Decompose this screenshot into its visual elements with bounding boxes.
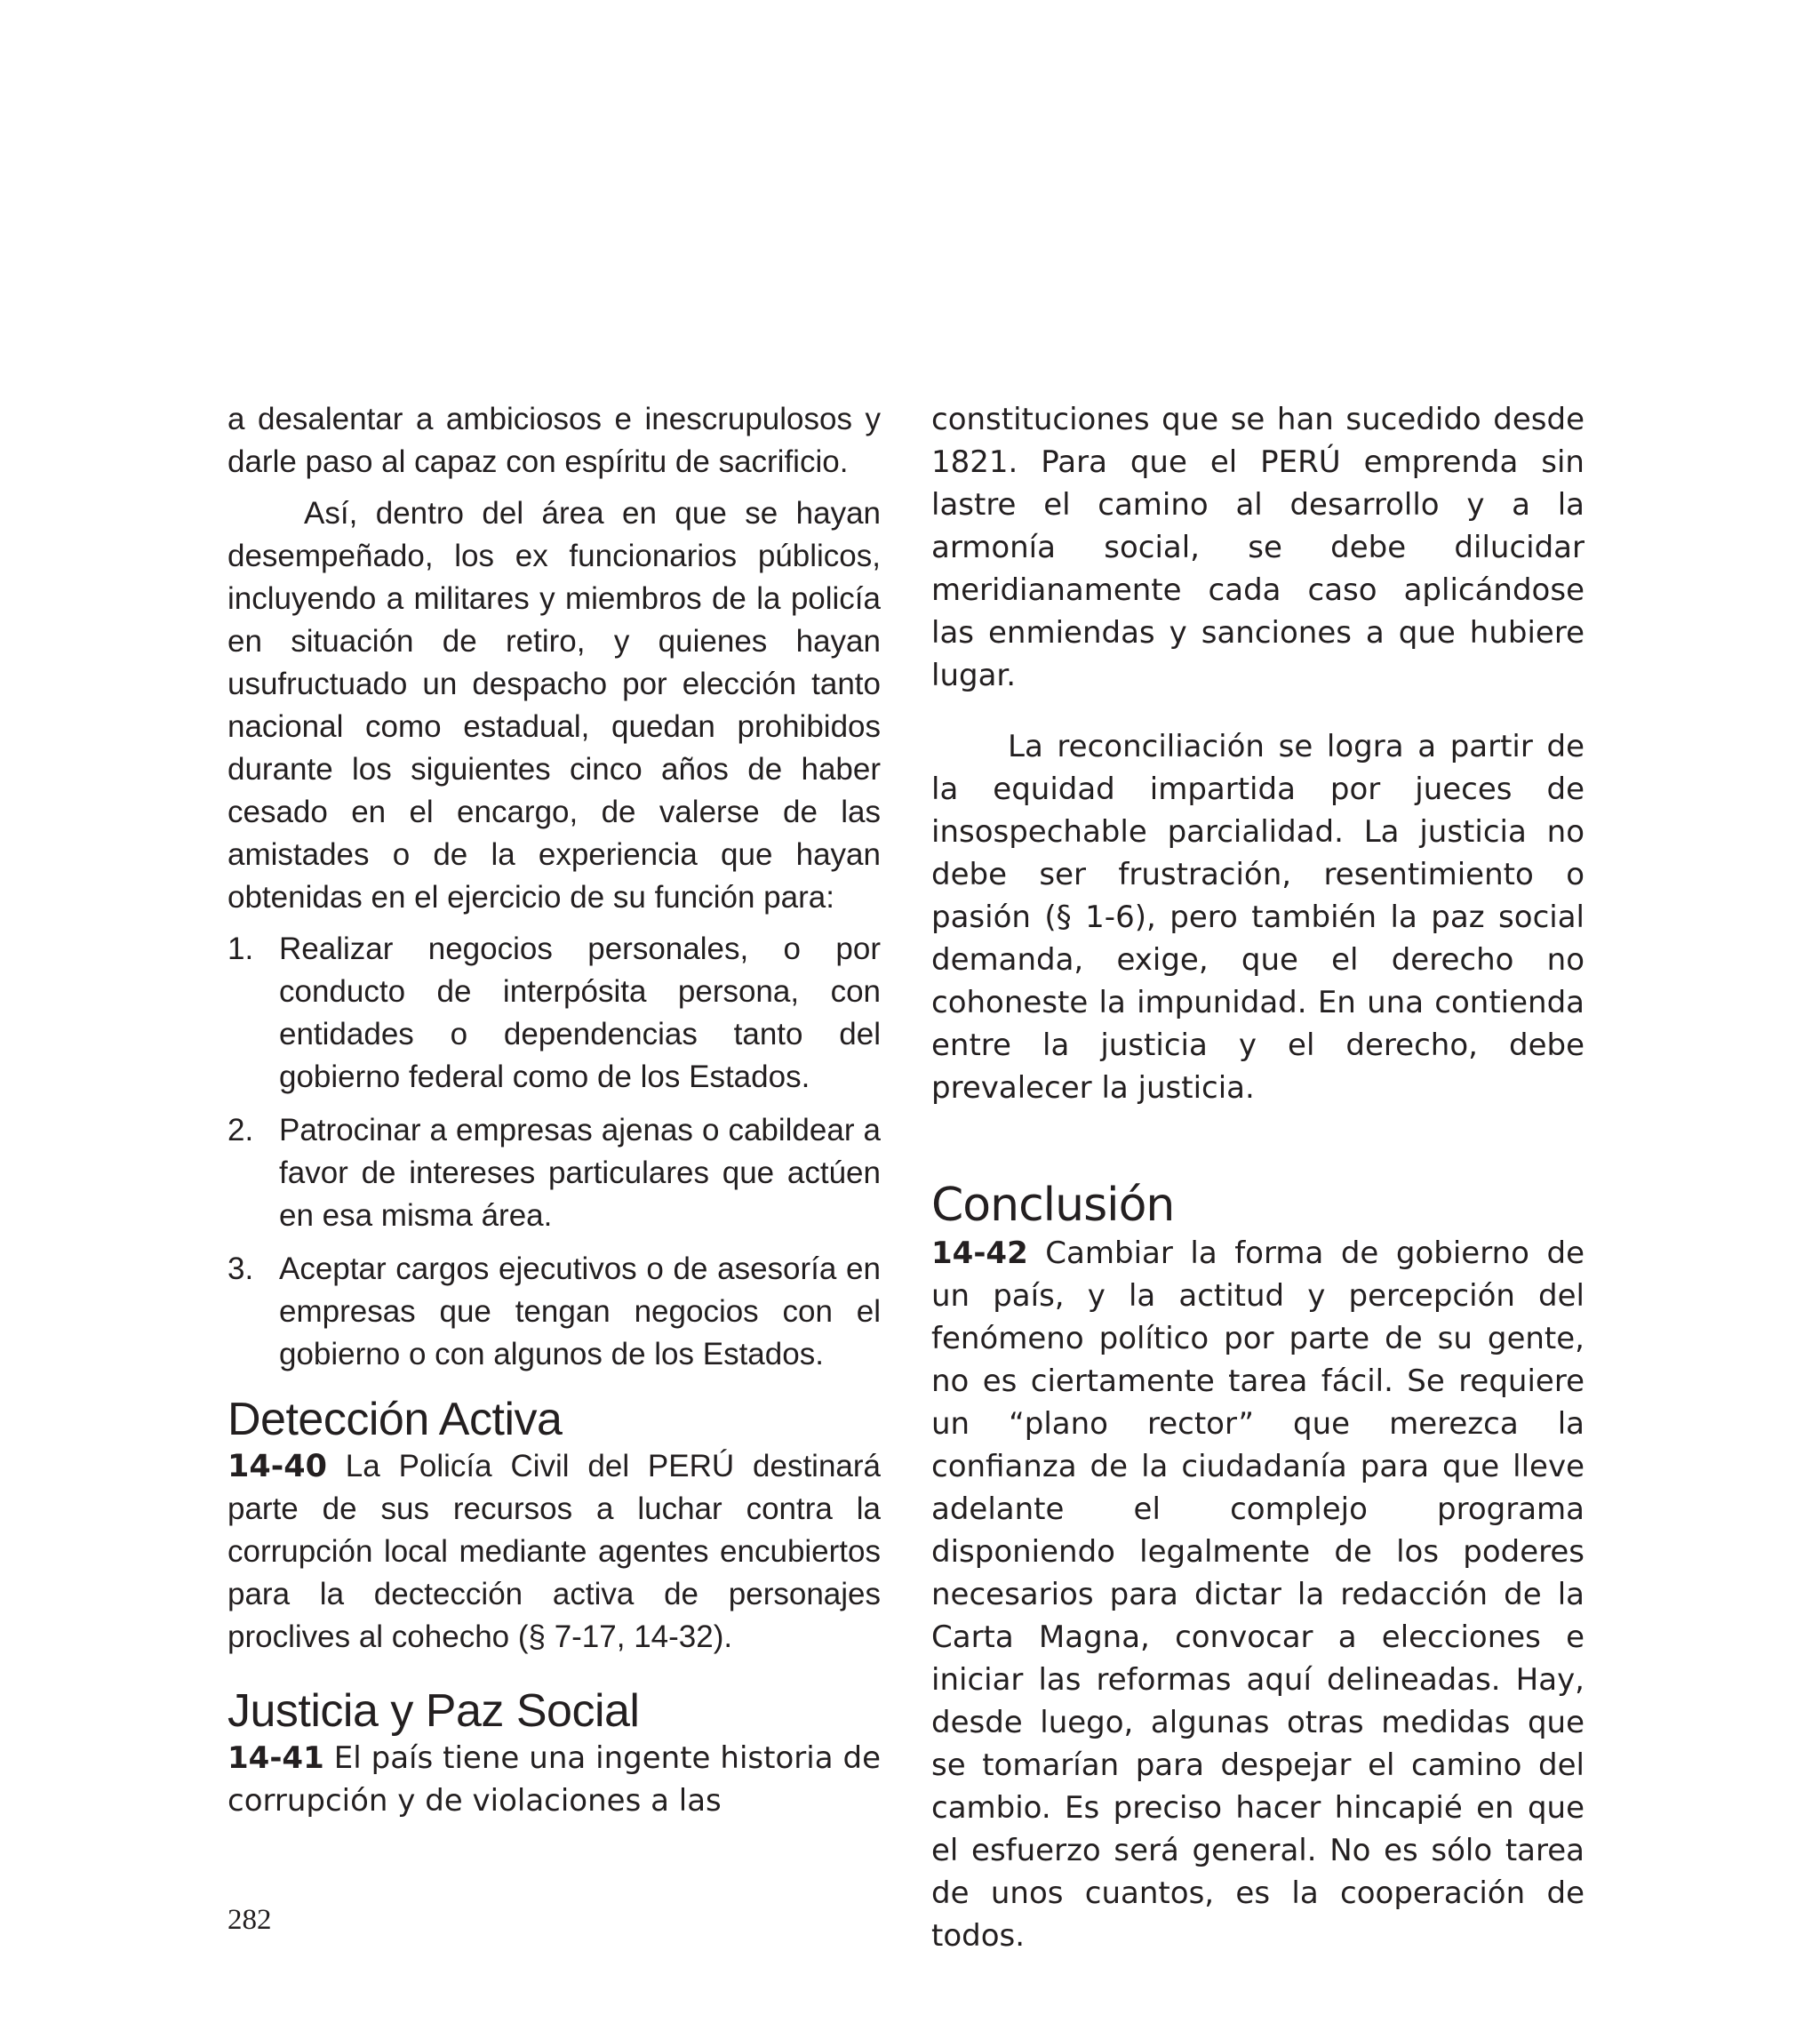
section-paragraph [228, 1737, 881, 1822]
list-number: 1. [228, 932, 254, 966]
right-column [931, 398, 1585, 1957]
list-text: Aceptar cargos ejecutivos o de asesoría en empresas que tengan negocios con el gobierno o con algunos de los Estados. [279, 1251, 881, 1371]
list-item [228, 928, 881, 1099]
section-text: La Policía Civil del PERÚ destinará parte de sus recursos a luchar contra la corrupción local mediante agentes encubiertos para la dectección activa de personajes proclives al cohecho (§ 7-17, 14-32). [228, 1449, 881, 1654]
section-heading: Detección Activa [228, 1394, 563, 1445]
list-text: Patrocinar a empresas ajenas o cabildear a favor de intereses particulares que actúen en esa misma área. [279, 1113, 881, 1233]
paragraph: Así, dentro del área en que se hayan desempeñado, los ex funcionarios públicos, incluyendo a militares y miembros de la policía en situación de retiro, y quienes hayan usufructuado un despacho por elección tanto nacional como estadual, quedan prohibidos durante los siguientes cinco años de haber cesado en el encargo, de valerse de las amistades o de la experiencia que hayan obtenidas en el ejercicio de su función para: [228, 496, 881, 915]
section-heading: Justicia y Paz Social [228, 1685, 640, 1737]
left-column [228, 398, 881, 1822]
list-number: 3. [228, 1251, 254, 1286]
section-number: 14-42 [931, 1235, 1028, 1271]
prohibitions-list [228, 928, 881, 1376]
list-number: 2. [228, 1113, 254, 1147]
section-text: El país tiene una ingente historia de corrupción y de violaciones a las [228, 1740, 881, 1819]
list-item [228, 1109, 881, 1237]
section-heading: Conclusión [931, 1179, 1175, 1232]
paragraph: La reconciliación se logra a partir de la equidad impartida por jueces de insospechable parcialidad. La justicia no debe ser frustración, resentimiento o pasión (§ 1-6), pero también la paz social demanda, exige, que el derecho no cohoneste la impunidad. En una contienda entre la justicia y el derecho, debe prevalecer la justicia. [931, 729, 1585, 1106]
page-number: 282 [228, 1904, 272, 1936]
list-text: Realizar negocios personales, o por conducto de interpósita persona, con entidades o dependencias tanto del gobierno federal como de los Estados. [279, 932, 881, 1094]
section-number: 14-40 [228, 1449, 327, 1484]
section-paragraph [931, 1232, 1585, 1957]
section-text: Cambiar la forma de gobierno de un país, y la actitud y percepción del fenómeno político por parte de su gente, no es ciertamente tarea fácil. Se requiere un “plano rector” que merezca la confianza de la ciudadanía para que lleve adelante el complejo programa disponiendo legalmente de los poderes necesarios para dictar la redacción de la Carta Magna, convocar a elecciones e iniciar las reformas aquí delineadas. Hay, desde luego, algunas otras medidas que se tomarían para despejar el camino del cambio. Es preciso hacer hincapié en que el esfuerzo será general. No es sólo tarea de unos cuantos, es la cooperación de todos. [931, 1235, 1585, 1954]
list-item [228, 1248, 881, 1376]
section-number: 14-41 [228, 1740, 324, 1776]
paragraph: constituciones que se han sucedido desde 1821. Para que el PERÚ emprenda sin lastre el camino al desarrollo y a la armonía social, se debe dilucidar meridianamente cada caso aplicándose las enmiendas y sanciones a que hubiere lugar. [931, 402, 1585, 693]
section-paragraph [228, 1445, 881, 1659]
paragraph: a desalentar a ambiciosos e inescrupulosos y darle paso al capaz con espíritu de sacrificio. [228, 402, 881, 479]
